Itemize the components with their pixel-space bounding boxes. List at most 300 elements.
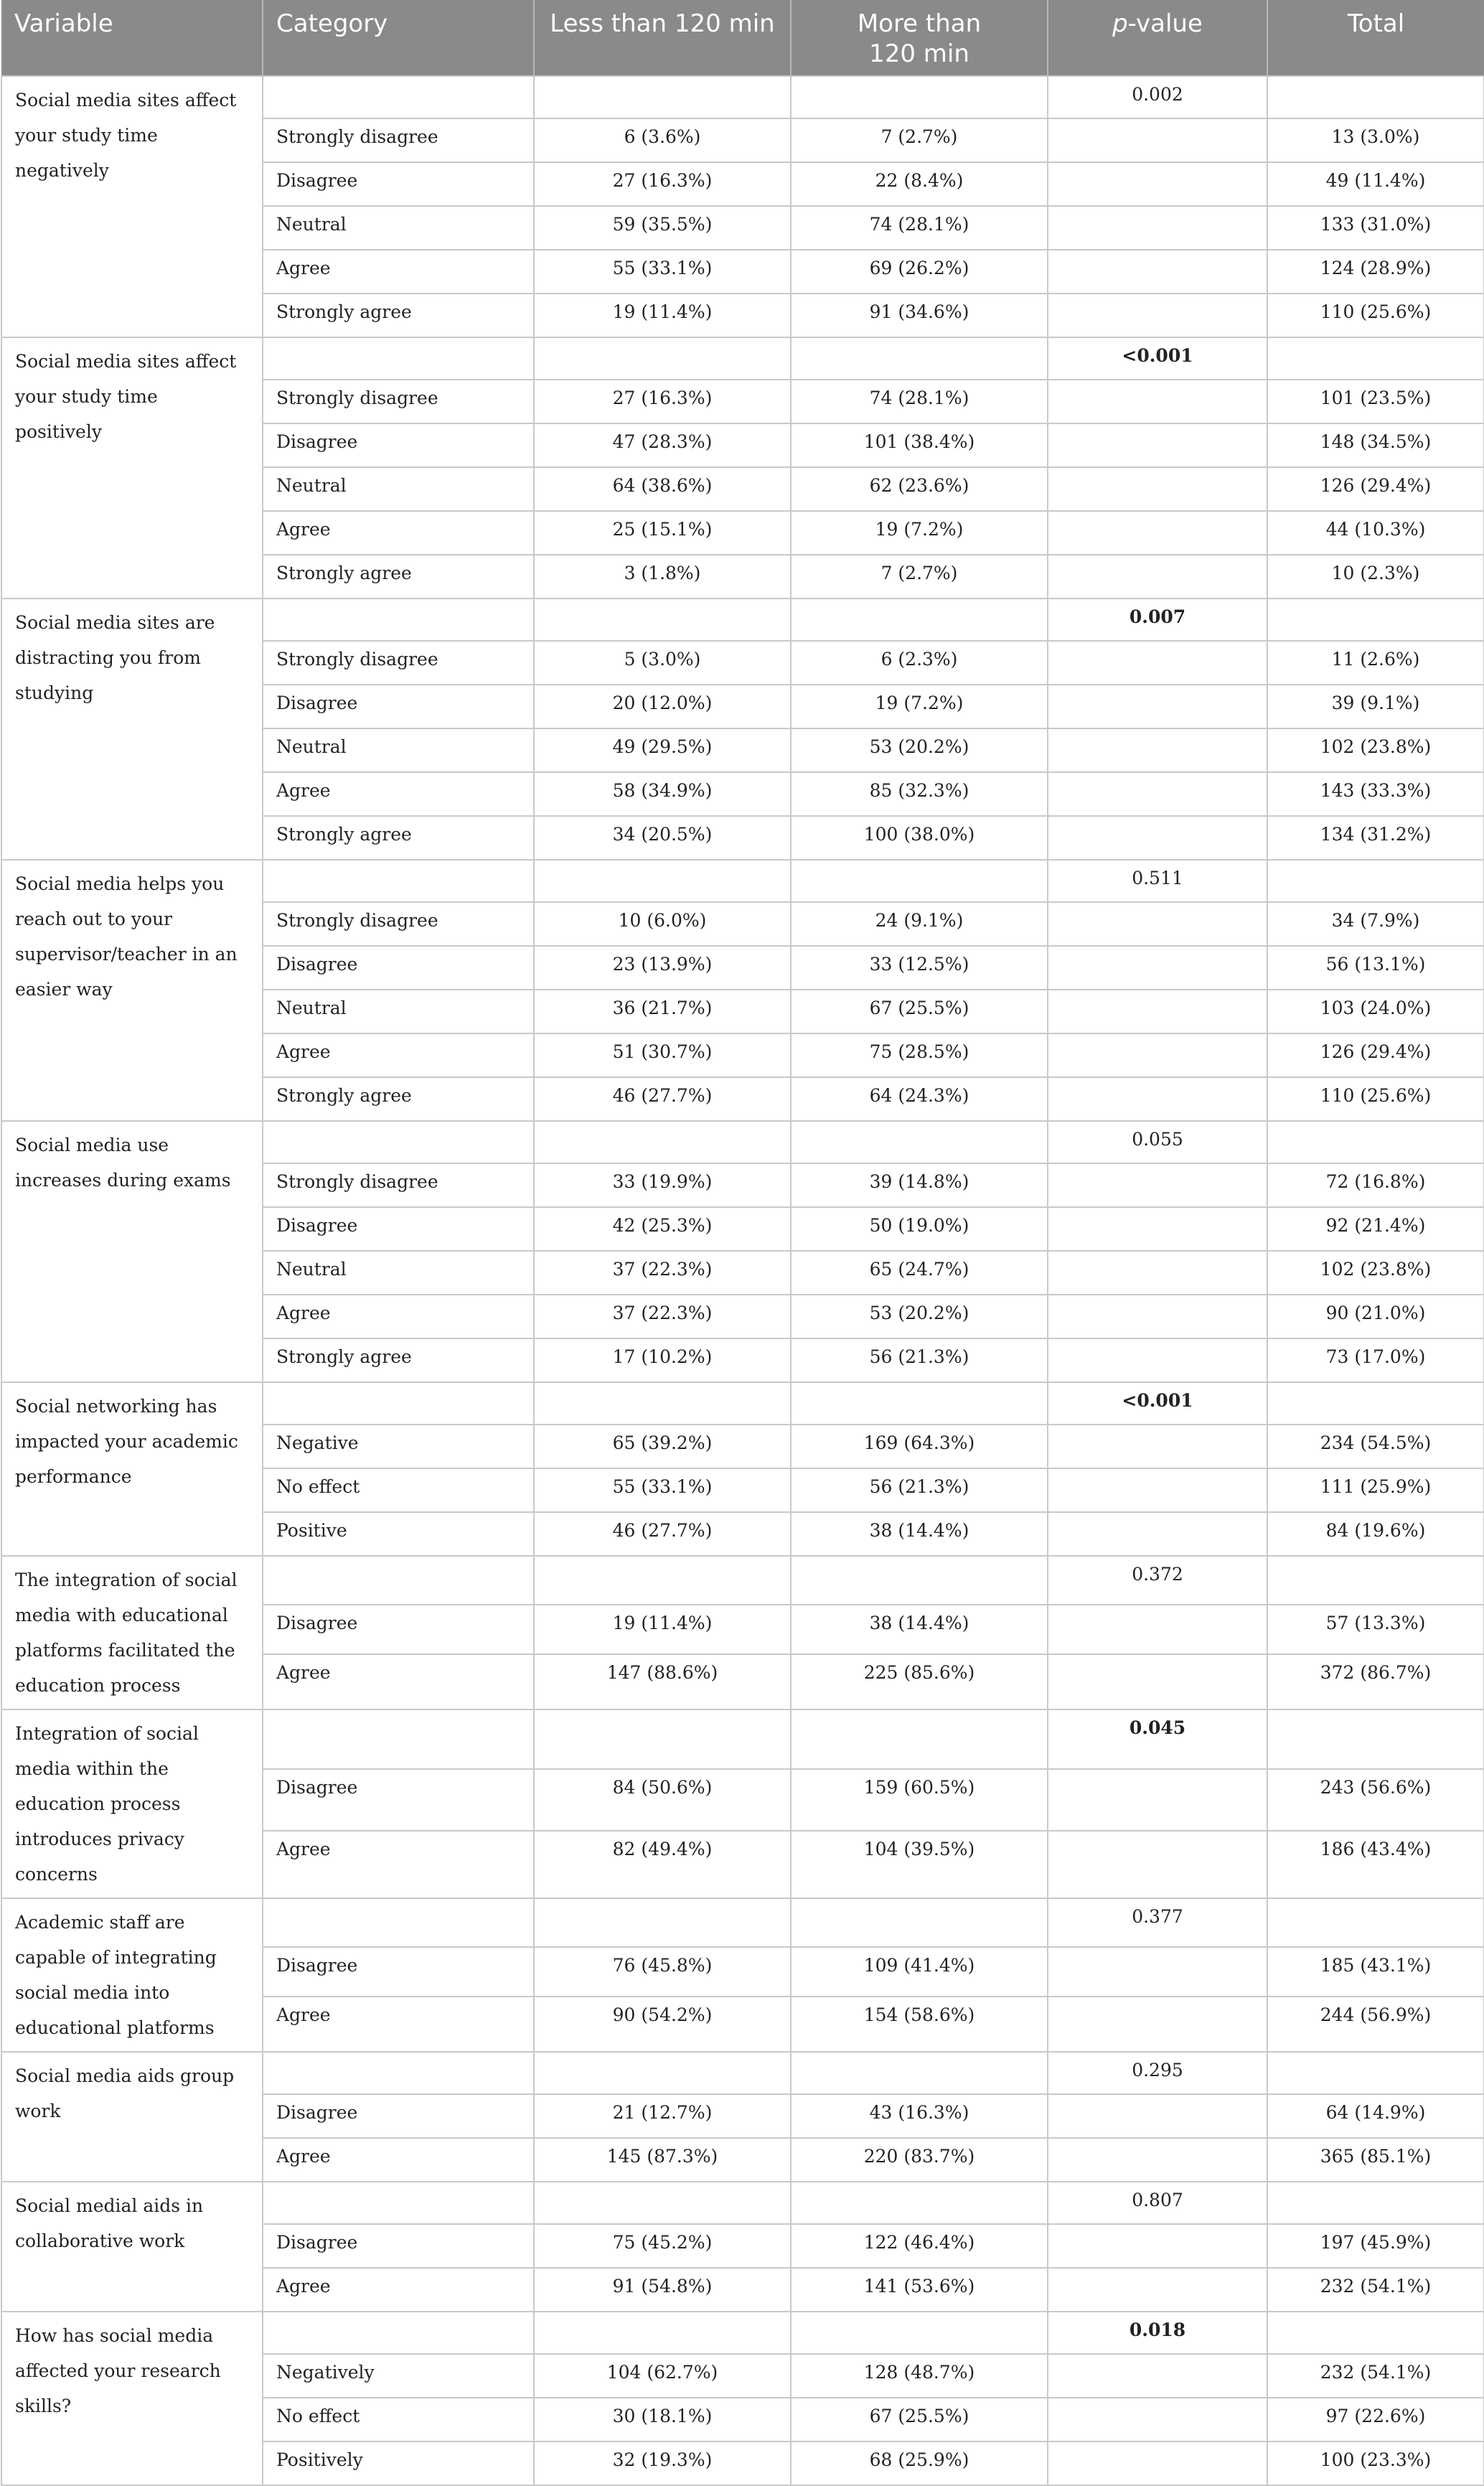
- total-cell: 10 (2.3%): [1267, 555, 1484, 599]
- total-cell: 102 (23.8%): [1267, 1251, 1484, 1295]
- more-than-120-cell: 33 (12.5%): [791, 946, 1048, 990]
- p-value-empty-cell: [1048, 1077, 1267, 1121]
- header-p-value: [1048, 0, 1267, 76]
- empty-cell: [534, 1709, 791, 1769]
- p-value-empty-cell: [1048, 946, 1267, 990]
- more-than-120-cell: 141 (53.6%): [791, 2268, 1048, 2312]
- empty-cell: [1267, 76, 1484, 118]
- empty-cell: [534, 2052, 791, 2094]
- p-value-empty-cell: [1048, 206, 1267, 250]
- variable-cell: Integration of social media within the education process introduces privacy concerns: [1, 1709, 263, 1898]
- less-than-120-cell: 36 (21.7%): [534, 990, 791, 1033]
- total-cell: 124 (28.9%): [1267, 250, 1484, 294]
- total-cell: 244 (56.9%): [1267, 1997, 1484, 2052]
- empty-cell: [534, 2312, 791, 2354]
- p-value-empty-cell: [1048, 1163, 1267, 1207]
- total-cell: 372 (86.7%): [1267, 1654, 1484, 1709]
- empty-cell: [534, 76, 791, 118]
- p-value-empty-cell: [1048, 1512, 1267, 1556]
- empty-cell: [534, 1556, 791, 1605]
- variable-cell: Social media sites affect your study time negatively: [1, 76, 263, 337]
- category-cell: Disagree: [263, 946, 534, 990]
- p-value-empty-cell: [1048, 1425, 1267, 1468]
- less-than-120-cell: 37 (22.3%): [534, 1251, 791, 1295]
- empty-cell: [263, 2052, 534, 2094]
- empty-cell: [1267, 337, 1484, 380]
- empty-cell: [534, 599, 791, 641]
- category-cell: Strongly disagree: [263, 641, 534, 685]
- total-cell: 11 (2.6%): [1267, 641, 1484, 685]
- less-than-120-cell: 6 (3.6%): [534, 118, 791, 162]
- variable-cell: Social media aids group work: [1, 2052, 263, 2182]
- less-than-120-cell: 147 (88.6%): [534, 1654, 791, 1709]
- total-cell: 57 (13.3%): [1267, 1605, 1484, 1655]
- empty-cell: [791, 1898, 1048, 1947]
- variable-cell: Social medial aids in collaborative work: [1, 2182, 263, 2312]
- header-variable: Variable: [1, 0, 263, 76]
- variable-cell: Social networking has impacted your academic performance: [1, 1382, 263, 1556]
- more-than-120-cell: 69 (26.2%): [791, 250, 1048, 294]
- empty-cell: [791, 2182, 1048, 2224]
- less-than-120-cell: 37 (22.3%): [534, 1295, 791, 1338]
- p-value-cell: <0.001: [1048, 1382, 1267, 1425]
- category-cell: Agree: [263, 250, 534, 294]
- total-cell: 143 (33.3%): [1267, 772, 1484, 816]
- less-than-120-cell: 90 (54.2%): [534, 1997, 791, 2052]
- category-cell: Disagree: [263, 685, 534, 728]
- empty-cell: [1267, 1382, 1484, 1425]
- empty-cell: [791, 76, 1048, 118]
- header-category: Category: [263, 0, 534, 76]
- p-value-empty-cell: [1048, 423, 1267, 467]
- group-header-row: [1, 1709, 1484, 1769]
- less-than-120-cell: 3 (1.8%): [534, 555, 791, 599]
- total-cell: 34 (7.9%): [1267, 902, 1484, 946]
- p-value-empty-cell: [1048, 2442, 1267, 2485]
- more-than-120-cell: 169 (64.3%): [791, 1425, 1048, 1468]
- empty-cell: [1267, 860, 1484, 902]
- empty-cell: [263, 860, 534, 902]
- p-value-empty-cell: [1048, 2224, 1267, 2268]
- category-cell: Strongly disagree: [263, 380, 534, 423]
- group-header-row: [1, 2182, 1484, 2224]
- less-than-120-cell: 19 (11.4%): [534, 294, 791, 337]
- total-cell: 234 (54.5%): [1267, 1425, 1484, 1468]
- empty-cell: [534, 1898, 791, 1947]
- more-than-120-cell: 24 (9.1%): [791, 902, 1048, 946]
- less-than-120-cell: 33 (19.9%): [534, 1163, 791, 1207]
- more-than-120-cell: 19 (7.2%): [791, 685, 1048, 728]
- category-cell: Strongly disagree: [263, 902, 534, 946]
- empty-cell: [1267, 2052, 1484, 2094]
- total-cell: 133 (31.0%): [1267, 206, 1484, 250]
- total-cell: 185 (43.1%): [1267, 1947, 1484, 1997]
- header-more-line1: More than: [857, 9, 982, 38]
- less-than-120-cell: 32 (19.3%): [534, 2442, 791, 2485]
- more-than-120-cell: 50 (19.0%): [791, 1207, 1048, 1251]
- more-than-120-cell: 85 (32.3%): [791, 772, 1048, 816]
- group-header-row: [1, 1382, 1484, 1425]
- empty-cell: [791, 1382, 1048, 1425]
- category-cell: Disagree: [263, 1605, 534, 1655]
- less-than-120-cell: 27 (16.3%): [534, 162, 791, 206]
- category-cell: No effect: [263, 2398, 534, 2442]
- total-cell: 72 (16.8%): [1267, 1163, 1484, 1207]
- group-header-row: [1, 1898, 1484, 1947]
- more-than-120-cell: 6 (2.3%): [791, 641, 1048, 685]
- p-value-empty-cell: [1048, 2354, 1267, 2398]
- p-value-empty-cell: [1048, 2268, 1267, 2312]
- total-cell: 186 (43.4%): [1267, 1831, 1484, 1898]
- more-than-120-cell: 38 (14.4%): [791, 1605, 1048, 1655]
- more-than-120-cell: 122 (46.4%): [791, 2224, 1048, 2268]
- empty-cell: [534, 860, 791, 902]
- category-cell: Disagree: [263, 423, 534, 467]
- less-than-120-cell: 19 (11.4%): [534, 1605, 791, 1655]
- p-value-empty-cell: [1048, 1769, 1267, 1831]
- table-header: [1, 0, 1484, 76]
- category-cell: Strongly agree: [263, 1077, 534, 1121]
- category-cell: Neutral: [263, 206, 534, 250]
- total-cell: 100 (23.3%): [1267, 2442, 1484, 2485]
- empty-cell: [263, 1556, 534, 1605]
- category-cell: Disagree: [263, 1947, 534, 1997]
- p-value-empty-cell: [1048, 990, 1267, 1033]
- more-than-120-cell: 75 (28.5%): [791, 1033, 1048, 1077]
- more-than-120-cell: 74 (28.1%): [791, 380, 1048, 423]
- less-than-120-cell: 23 (13.9%): [534, 946, 791, 990]
- variable-cell: Social media sites are distracting you from studying: [1, 599, 263, 860]
- category-cell: Agree: [263, 2138, 534, 2182]
- less-than-120-cell: 5 (3.0%): [534, 641, 791, 685]
- less-than-120-cell: 46 (27.7%): [534, 1512, 791, 1556]
- category-cell: Strongly agree: [263, 294, 534, 337]
- p-value-cell: 0.295: [1048, 2052, 1267, 2094]
- more-than-120-cell: 109 (41.4%): [791, 1947, 1048, 1997]
- less-than-120-cell: 64 (38.6%): [534, 467, 791, 511]
- total-cell: 148 (34.5%): [1267, 423, 1484, 467]
- empty-cell: [263, 599, 534, 641]
- total-cell: 110 (25.6%): [1267, 1077, 1484, 1121]
- total-cell: 44 (10.3%): [1267, 511, 1484, 555]
- less-than-120-cell: 75 (45.2%): [534, 2224, 791, 2268]
- less-than-120-cell: 46 (27.7%): [534, 1077, 791, 1121]
- category-cell: Agree: [263, 1654, 534, 1709]
- more-than-120-cell: 19 (7.2%): [791, 511, 1048, 555]
- more-than-120-cell: 104 (39.5%): [791, 1831, 1048, 1898]
- more-than-120-cell: 7 (2.7%): [791, 118, 1048, 162]
- less-than-120-cell: 58 (34.9%): [534, 772, 791, 816]
- p-value-cell: 0.002: [1048, 76, 1267, 118]
- less-than-120-cell: 91 (54.8%): [534, 2268, 791, 2312]
- more-than-120-cell: 38 (14.4%): [791, 1512, 1048, 1556]
- p-value-empty-cell: [1048, 1295, 1267, 1338]
- header-p-letter: p: [1112, 9, 1128, 38]
- less-than-120-cell: 47 (28.3%): [534, 423, 791, 467]
- less-than-120-cell: 42 (25.3%): [534, 1207, 791, 1251]
- total-cell: 243 (56.6%): [1267, 1769, 1484, 1831]
- header-total: Total: [1267, 0, 1484, 76]
- group-header-row: [1, 2312, 1484, 2354]
- category-cell: Agree: [263, 2268, 534, 2312]
- category-cell: Positive: [263, 1512, 534, 1556]
- more-than-120-cell: 56 (21.3%): [791, 1338, 1048, 1382]
- p-value-cell: 0.007: [1048, 599, 1267, 641]
- total-cell: 102 (23.8%): [1267, 728, 1484, 772]
- group-header-row: [1, 1121, 1484, 1163]
- empty-cell: [791, 2052, 1048, 2094]
- more-than-120-cell: 154 (58.6%): [791, 1997, 1048, 2052]
- empty-cell: [1267, 2312, 1484, 2354]
- p-value-cell: 0.511: [1048, 860, 1267, 902]
- more-than-120-cell: 53 (20.2%): [791, 728, 1048, 772]
- p-value-cell: <0.001: [1048, 337, 1267, 380]
- less-than-120-cell: 25 (15.1%): [534, 511, 791, 555]
- empty-cell: [1267, 1121, 1484, 1163]
- more-than-120-cell: 68 (25.9%): [791, 2442, 1048, 2485]
- total-cell: 365 (85.1%): [1267, 2138, 1484, 2182]
- empty-cell: [263, 1898, 534, 1947]
- more-than-120-cell: 62 (23.6%): [791, 467, 1048, 511]
- empty-cell: [791, 860, 1048, 902]
- empty-cell: [534, 1382, 791, 1425]
- category-cell: Neutral: [263, 728, 534, 772]
- p-value-empty-cell: [1048, 1338, 1267, 1382]
- total-cell: 126 (29.4%): [1267, 1033, 1484, 1077]
- more-than-120-cell: 225 (85.6%): [791, 1654, 1048, 1709]
- more-than-120-cell: 220 (83.7%): [791, 2138, 1048, 2182]
- total-cell: 126 (29.4%): [1267, 467, 1484, 511]
- p-value-empty-cell: [1048, 816, 1267, 860]
- p-value-empty-cell: [1048, 641, 1267, 685]
- less-than-120-cell: 59 (35.5%): [534, 206, 791, 250]
- p-value-cell: 0.377: [1048, 1898, 1267, 1947]
- variable-cell: The integration of social media with educational platforms facilitated the education process: [1, 1556, 263, 1709]
- empty-cell: [263, 76, 534, 118]
- more-than-120-cell: 101 (38.4%): [791, 423, 1048, 467]
- p-value-empty-cell: [1048, 728, 1267, 772]
- empty-cell: [263, 337, 534, 380]
- total-cell: 111 (25.9%): [1267, 1468, 1484, 1512]
- more-than-120-cell: 22 (8.4%): [791, 162, 1048, 206]
- variable-cell: Social media use increases during exams: [1, 1121, 263, 1382]
- category-cell: Agree: [263, 1831, 534, 1898]
- category-cell: Positively: [263, 2442, 534, 2485]
- total-cell: 90 (21.0%): [1267, 1295, 1484, 1338]
- p-value-empty-cell: [1048, 2138, 1267, 2182]
- results-table: [1, 0, 1484, 2486]
- less-than-120-cell: 51 (30.7%): [534, 1033, 791, 1077]
- p-value-empty-cell: [1048, 772, 1267, 816]
- total-cell: 232 (54.1%): [1267, 2268, 1484, 2312]
- more-than-120-cell: 53 (20.2%): [791, 1295, 1048, 1338]
- category-cell: Agree: [263, 772, 534, 816]
- p-value-empty-cell: [1048, 1947, 1267, 1997]
- more-than-120-cell: 67 (25.5%): [791, 990, 1048, 1033]
- less-than-120-cell: 55 (33.1%): [534, 1468, 791, 1512]
- empty-cell: [1267, 1709, 1484, 1769]
- total-cell: 97 (22.6%): [1267, 2398, 1484, 2442]
- more-than-120-cell: 100 (38.0%): [791, 816, 1048, 860]
- total-cell: 197 (45.9%): [1267, 2224, 1484, 2268]
- p-value-cell: 0.372: [1048, 1556, 1267, 1605]
- more-than-120-cell: 39 (14.8%): [791, 1163, 1048, 1207]
- empty-cell: [791, 1556, 1048, 1605]
- less-than-120-cell: 84 (50.6%): [534, 1769, 791, 1831]
- p-value-empty-cell: [1048, 118, 1267, 162]
- p-value-empty-cell: [1048, 1997, 1267, 2052]
- more-than-120-cell: 74 (28.1%): [791, 206, 1048, 250]
- p-value-cell: 0.018: [1048, 2312, 1267, 2354]
- total-cell: 101 (23.5%): [1267, 380, 1484, 423]
- more-than-120-cell: 64 (24.3%): [791, 1077, 1048, 1121]
- category-cell: Strongly agree: [263, 555, 534, 599]
- p-value-empty-cell: [1048, 555, 1267, 599]
- empty-cell: [1267, 1898, 1484, 1947]
- p-value-empty-cell: [1048, 1207, 1267, 1251]
- empty-cell: [1267, 1556, 1484, 1605]
- variable-cell: Social media helps you reach out to your supervisor/teacher in an easier way: [1, 860, 263, 1121]
- total-cell: 73 (17.0%): [1267, 1338, 1484, 1382]
- category-cell: No effect: [263, 1468, 534, 1512]
- p-value-cell: 0.055: [1048, 1121, 1267, 1163]
- p-value-empty-cell: [1048, 294, 1267, 337]
- category-cell: Negative: [263, 1425, 534, 1468]
- more-than-120-cell: 65 (24.7%): [791, 1251, 1048, 1295]
- empty-cell: [534, 2182, 791, 2224]
- p-value-empty-cell: [1048, 1033, 1267, 1077]
- total-cell: 232 (54.1%): [1267, 2354, 1484, 2398]
- p-value-empty-cell: [1048, 902, 1267, 946]
- total-cell: 103 (24.0%): [1267, 990, 1484, 1033]
- less-than-120-cell: 27 (16.3%): [534, 380, 791, 423]
- p-value-cell: 0.807: [1048, 2182, 1267, 2224]
- p-value-empty-cell: [1048, 2094, 1267, 2138]
- total-cell: 49 (11.4%): [1267, 162, 1484, 206]
- p-value-empty-cell: [1048, 511, 1267, 555]
- empty-cell: [791, 599, 1048, 641]
- less-than-120-cell: 82 (49.4%): [534, 1831, 791, 1898]
- p-value-empty-cell: [1048, 1654, 1267, 1709]
- more-than-120-cell: 159 (60.5%): [791, 1769, 1048, 1831]
- category-cell: Agree: [263, 511, 534, 555]
- empty-cell: [263, 2312, 534, 2354]
- variable-cell: How has social media affected your research skills?: [1, 2312, 263, 2485]
- group-header-row: [1, 337, 1484, 380]
- empty-cell: [791, 337, 1048, 380]
- p-value-empty-cell: [1048, 1251, 1267, 1295]
- header-less-than-120: Less than 120 min: [534, 0, 791, 76]
- p-value-empty-cell: [1048, 1831, 1267, 1898]
- less-than-120-cell: 55 (33.1%): [534, 250, 791, 294]
- p-value-cell: 0.045: [1048, 1709, 1267, 1769]
- empty-cell: [534, 337, 791, 380]
- empty-cell: [263, 1382, 534, 1425]
- empty-cell: [791, 1121, 1048, 1163]
- category-cell: Disagree: [263, 2094, 534, 2138]
- header-p-suffix: -value: [1127, 9, 1203, 38]
- total-cell: 56 (13.1%): [1267, 946, 1484, 990]
- p-value-empty-cell: [1048, 2398, 1267, 2442]
- more-than-120-cell: 43 (16.3%): [791, 2094, 1048, 2138]
- category-cell: Negatively: [263, 2354, 534, 2398]
- p-value-empty-cell: [1048, 685, 1267, 728]
- variable-cell: Academic staff are capable of integrating social media into educational platforms: [1, 1898, 263, 2052]
- more-than-120-cell: 128 (48.7%): [791, 2354, 1048, 2398]
- category-cell: Disagree: [263, 162, 534, 206]
- more-than-120-cell: 91 (34.6%): [791, 294, 1048, 337]
- category-cell: Neutral: [263, 467, 534, 511]
- category-cell: Strongly disagree: [263, 118, 534, 162]
- group-header-row: [1, 76, 1484, 118]
- category-cell: Neutral: [263, 1251, 534, 1295]
- empty-cell: [1267, 599, 1484, 641]
- p-value-empty-cell: [1048, 162, 1267, 206]
- group-header-row: [1, 2052, 1484, 2094]
- p-value-empty-cell: [1048, 467, 1267, 511]
- total-cell: 92 (21.4%): [1267, 1207, 1484, 1251]
- category-cell: Neutral: [263, 990, 534, 1033]
- group-header-row: [1, 599, 1484, 641]
- category-cell: Disagree: [263, 1769, 534, 1831]
- less-than-120-cell: 17 (10.2%): [534, 1338, 791, 1382]
- group-header-row: [1, 860, 1484, 902]
- total-cell: 64 (14.9%): [1267, 2094, 1484, 2138]
- less-than-120-cell: 49 (29.5%): [534, 728, 791, 772]
- less-than-120-cell: 30 (18.1%): [534, 2398, 791, 2442]
- category-cell: Agree: [263, 1997, 534, 2052]
- empty-cell: [263, 2182, 534, 2224]
- less-than-120-cell: 104 (62.7%): [534, 2354, 791, 2398]
- table-body: [1, 76, 1484, 2485]
- empty-cell: [534, 1121, 791, 1163]
- category-cell: Strongly disagree: [263, 1163, 534, 1207]
- more-than-120-cell: 7 (2.7%): [791, 555, 1048, 599]
- p-value-empty-cell: [1048, 1468, 1267, 1512]
- more-than-120-cell: 67 (25.5%): [791, 2398, 1048, 2442]
- empty-cell: [263, 1121, 534, 1163]
- total-cell: 84 (19.6%): [1267, 1512, 1484, 1556]
- category-cell: Disagree: [263, 1207, 534, 1251]
- less-than-120-cell: 10 (6.0%): [534, 902, 791, 946]
- header-more-than-120: [791, 0, 1048, 76]
- category-cell: Strongly agree: [263, 816, 534, 860]
- less-than-120-cell: 65 (39.2%): [534, 1425, 791, 1468]
- category-cell: Agree: [263, 1033, 534, 1077]
- less-than-120-cell: 76 (45.8%): [534, 1947, 791, 1997]
- category-cell: Agree: [263, 1295, 534, 1338]
- p-value-empty-cell: [1048, 380, 1267, 423]
- category-cell: Disagree: [263, 2224, 534, 2268]
- less-than-120-cell: 21 (12.7%): [534, 2094, 791, 2138]
- less-than-120-cell: 145 (87.3%): [534, 2138, 791, 2182]
- more-than-120-cell: 56 (21.3%): [791, 1468, 1048, 1512]
- total-cell: 134 (31.2%): [1267, 816, 1484, 860]
- empty-cell: [791, 1709, 1048, 1769]
- header-row: [1, 0, 1484, 76]
- p-value-empty-cell: [1048, 250, 1267, 294]
- variable-cell: Social media sites affect your study time positively: [1, 337, 263, 599]
- header-more-line2: 120 min: [869, 39, 969, 68]
- less-than-120-cell: 20 (12.0%): [534, 685, 791, 728]
- p-value-empty-cell: [1048, 1605, 1267, 1655]
- total-cell: 39 (9.1%): [1267, 685, 1484, 728]
- total-cell: 13 (3.0%): [1267, 118, 1484, 162]
- empty-cell: [791, 2312, 1048, 2354]
- empty-cell: [1267, 2182, 1484, 2224]
- category-cell: Strongly agree: [263, 1338, 534, 1382]
- total-cell: 110 (25.6%): [1267, 294, 1484, 337]
